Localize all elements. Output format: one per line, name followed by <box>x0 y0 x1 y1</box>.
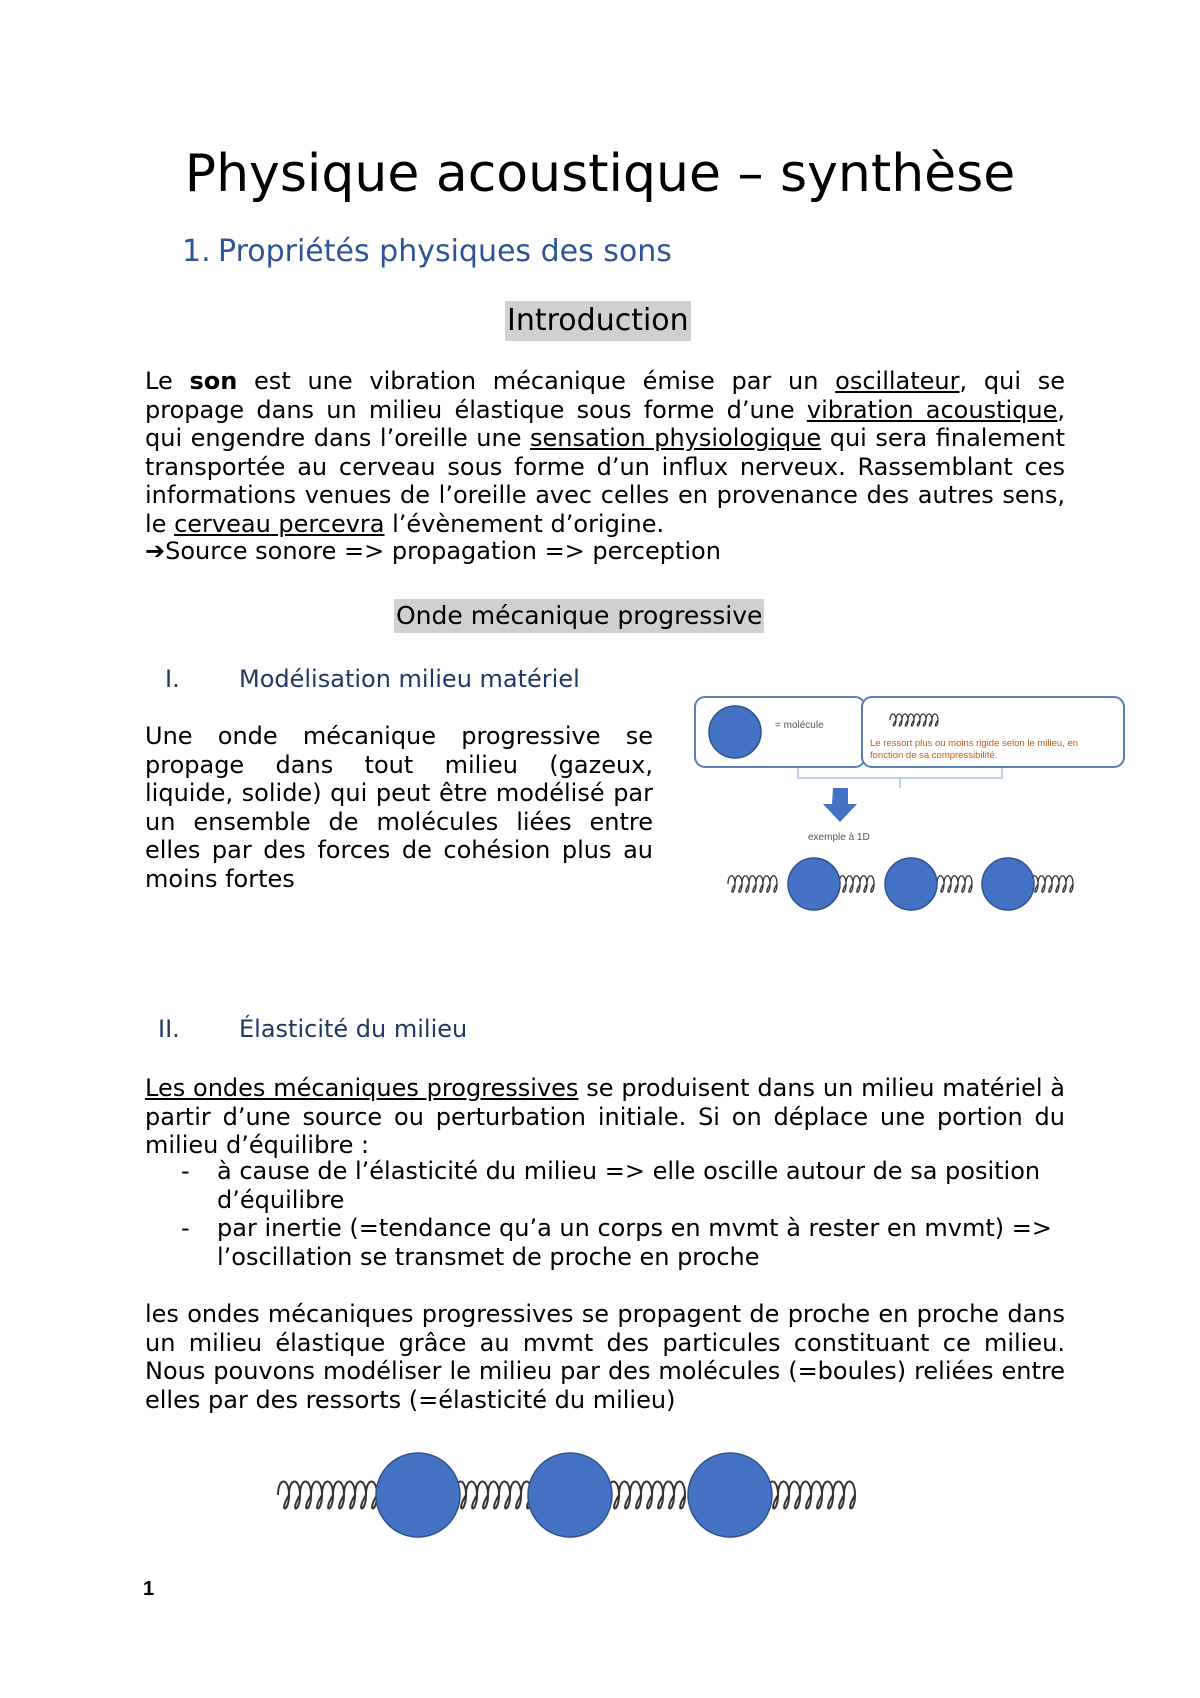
section-2-bullet-list <box>145 1157 1065 1271</box>
spring <box>455 1482 532 1509</box>
section-2-text-1: se produisent dans un milieu matériel à partir d’une source ou perturbation initiale. Si on déplace une portion du milieu d’équilibre : <box>145 1074 1066 1160</box>
list-item <box>145 1157 1065 1214</box>
section-2-paragraph <box>145 1074 1065 1160</box>
spring <box>608 1482 685 1509</box>
section-2-number: II. <box>158 1015 180 1043</box>
intro-heading: Introduction <box>505 301 691 341</box>
bullet-dash: - <box>181 1214 190 1243</box>
molecule-chain-large <box>270 1443 880 1543</box>
spring-caption-line-1: Le ressort plus ou moins rigide selon le milieu, en <box>870 738 1079 749</box>
intro-text-4: , qui engendre dans l’oreille une <box>145 395 1065 453</box>
intro-text-5: qui sera finalement transportée au cerveau sous forme d’un influx nerveux. Rassemblant ces informations venues de l’oreille avec celles en provenance des autres sens, le <box>145 424 1066 538</box>
arrow-summary-text: Source sonore => propagation => perception <box>165 537 721 565</box>
intro-text-2: est une vibration mécanique émise par un <box>237 367 836 395</box>
section-2-title: Élasticité du milieu <box>239 1015 468 1043</box>
molecule-ball <box>885 858 937 910</box>
bullet-text: par inertie (=tendance qu’a un corps en mvmt à rester en mvmt) => l’oscillation se transmet de proche en proche <box>217 1214 1053 1271</box>
molecule-ball <box>376 1453 460 1537</box>
intro-paragraph <box>145 367 1065 539</box>
intro-underline-cerveau: cerveau percevra <box>174 509 385 538</box>
spring-caption-line-2: fonction de sa compressibilité. <box>870 750 998 761</box>
molecule-model-diagram <box>690 692 1130 922</box>
section-1-title: Modélisation milieu matériel <box>239 665 580 693</box>
spring <box>278 1482 377 1509</box>
molecule-ball <box>788 858 840 910</box>
molecule-legend-label: = molécule <box>775 720 824 731</box>
intro-text-1: Le <box>145 367 190 395</box>
intro-text-3: , qui se propage dans un milieu élastique sous forme d’une <box>145 367 1065 424</box>
subtitle-text: Propriétés physiques des sons <box>218 234 672 269</box>
arrow-summary <box>145 537 721 566</box>
arrow-icon: ➔ <box>145 537 166 565</box>
page-number: 1 <box>143 1578 155 1600</box>
intro-underline-oscillateur: oscillateur <box>835 367 960 395</box>
down-arrow-icon <box>823 788 857 822</box>
section-2-heading <box>158 1014 467 1044</box>
intro-underline-sensation: sensation physiologique <box>530 424 822 453</box>
spring <box>767 1482 855 1509</box>
section-2-paragraph-2: les ondes mécaniques progressives se propagent de proche en proche dans un milieu élastique grâce au mvmt des particules constituant ce milieu. Nous pouvons modéliser le milieu par des molécules (=boules) reliées entre elles par des ressorts (=élasticité du milieu) <box>145 1300 1065 1414</box>
intro-text-6: l’évènement d’origine. <box>384 509 665 538</box>
section-1-number: I. <box>165 665 180 693</box>
section-1-heading <box>165 664 580 694</box>
onde-heading: Onde mécanique progressive <box>394 599 764 633</box>
section-1-paragraph: Une onde mécanique progressive se propage dans tout milieu (gazeux, liquide, solide) qui peut être modélisé par un ensemble de molécules liées entre elles par des forces de cohésion plus au moins fortes <box>145 722 653 893</box>
diagram-bracket <box>798 768 1002 788</box>
molecule-chain-1d <box>728 858 1073 910</box>
page-title: Physique acoustique – synthèse <box>184 144 1016 204</box>
spring <box>728 876 777 893</box>
example-1d-label: exemple à 1D <box>808 832 870 843</box>
molecule-ball <box>688 1453 772 1537</box>
molecule-ball <box>982 858 1034 910</box>
list-item <box>145 1214 1065 1271</box>
molecule-legend-circle <box>709 706 761 758</box>
subtitle-number: 1. <box>182 234 211 269</box>
section-2-underlined-lead: Les ondes mécaniques progressives <box>145 1074 579 1102</box>
intro-bold-son: son <box>189 367 238 395</box>
molecule-chain-large-group <box>278 1453 855 1537</box>
section-subtitle <box>182 232 672 272</box>
bullet-dash: - <box>181 1157 190 1185</box>
bullet-text: à cause de l’élasticité du milieu => elle oscille autour de sa position d’équilibre <box>217 1157 1041 1214</box>
intro-underline-vibration: vibration acoustique <box>806 395 1058 424</box>
molecule-ball <box>528 1453 612 1537</box>
